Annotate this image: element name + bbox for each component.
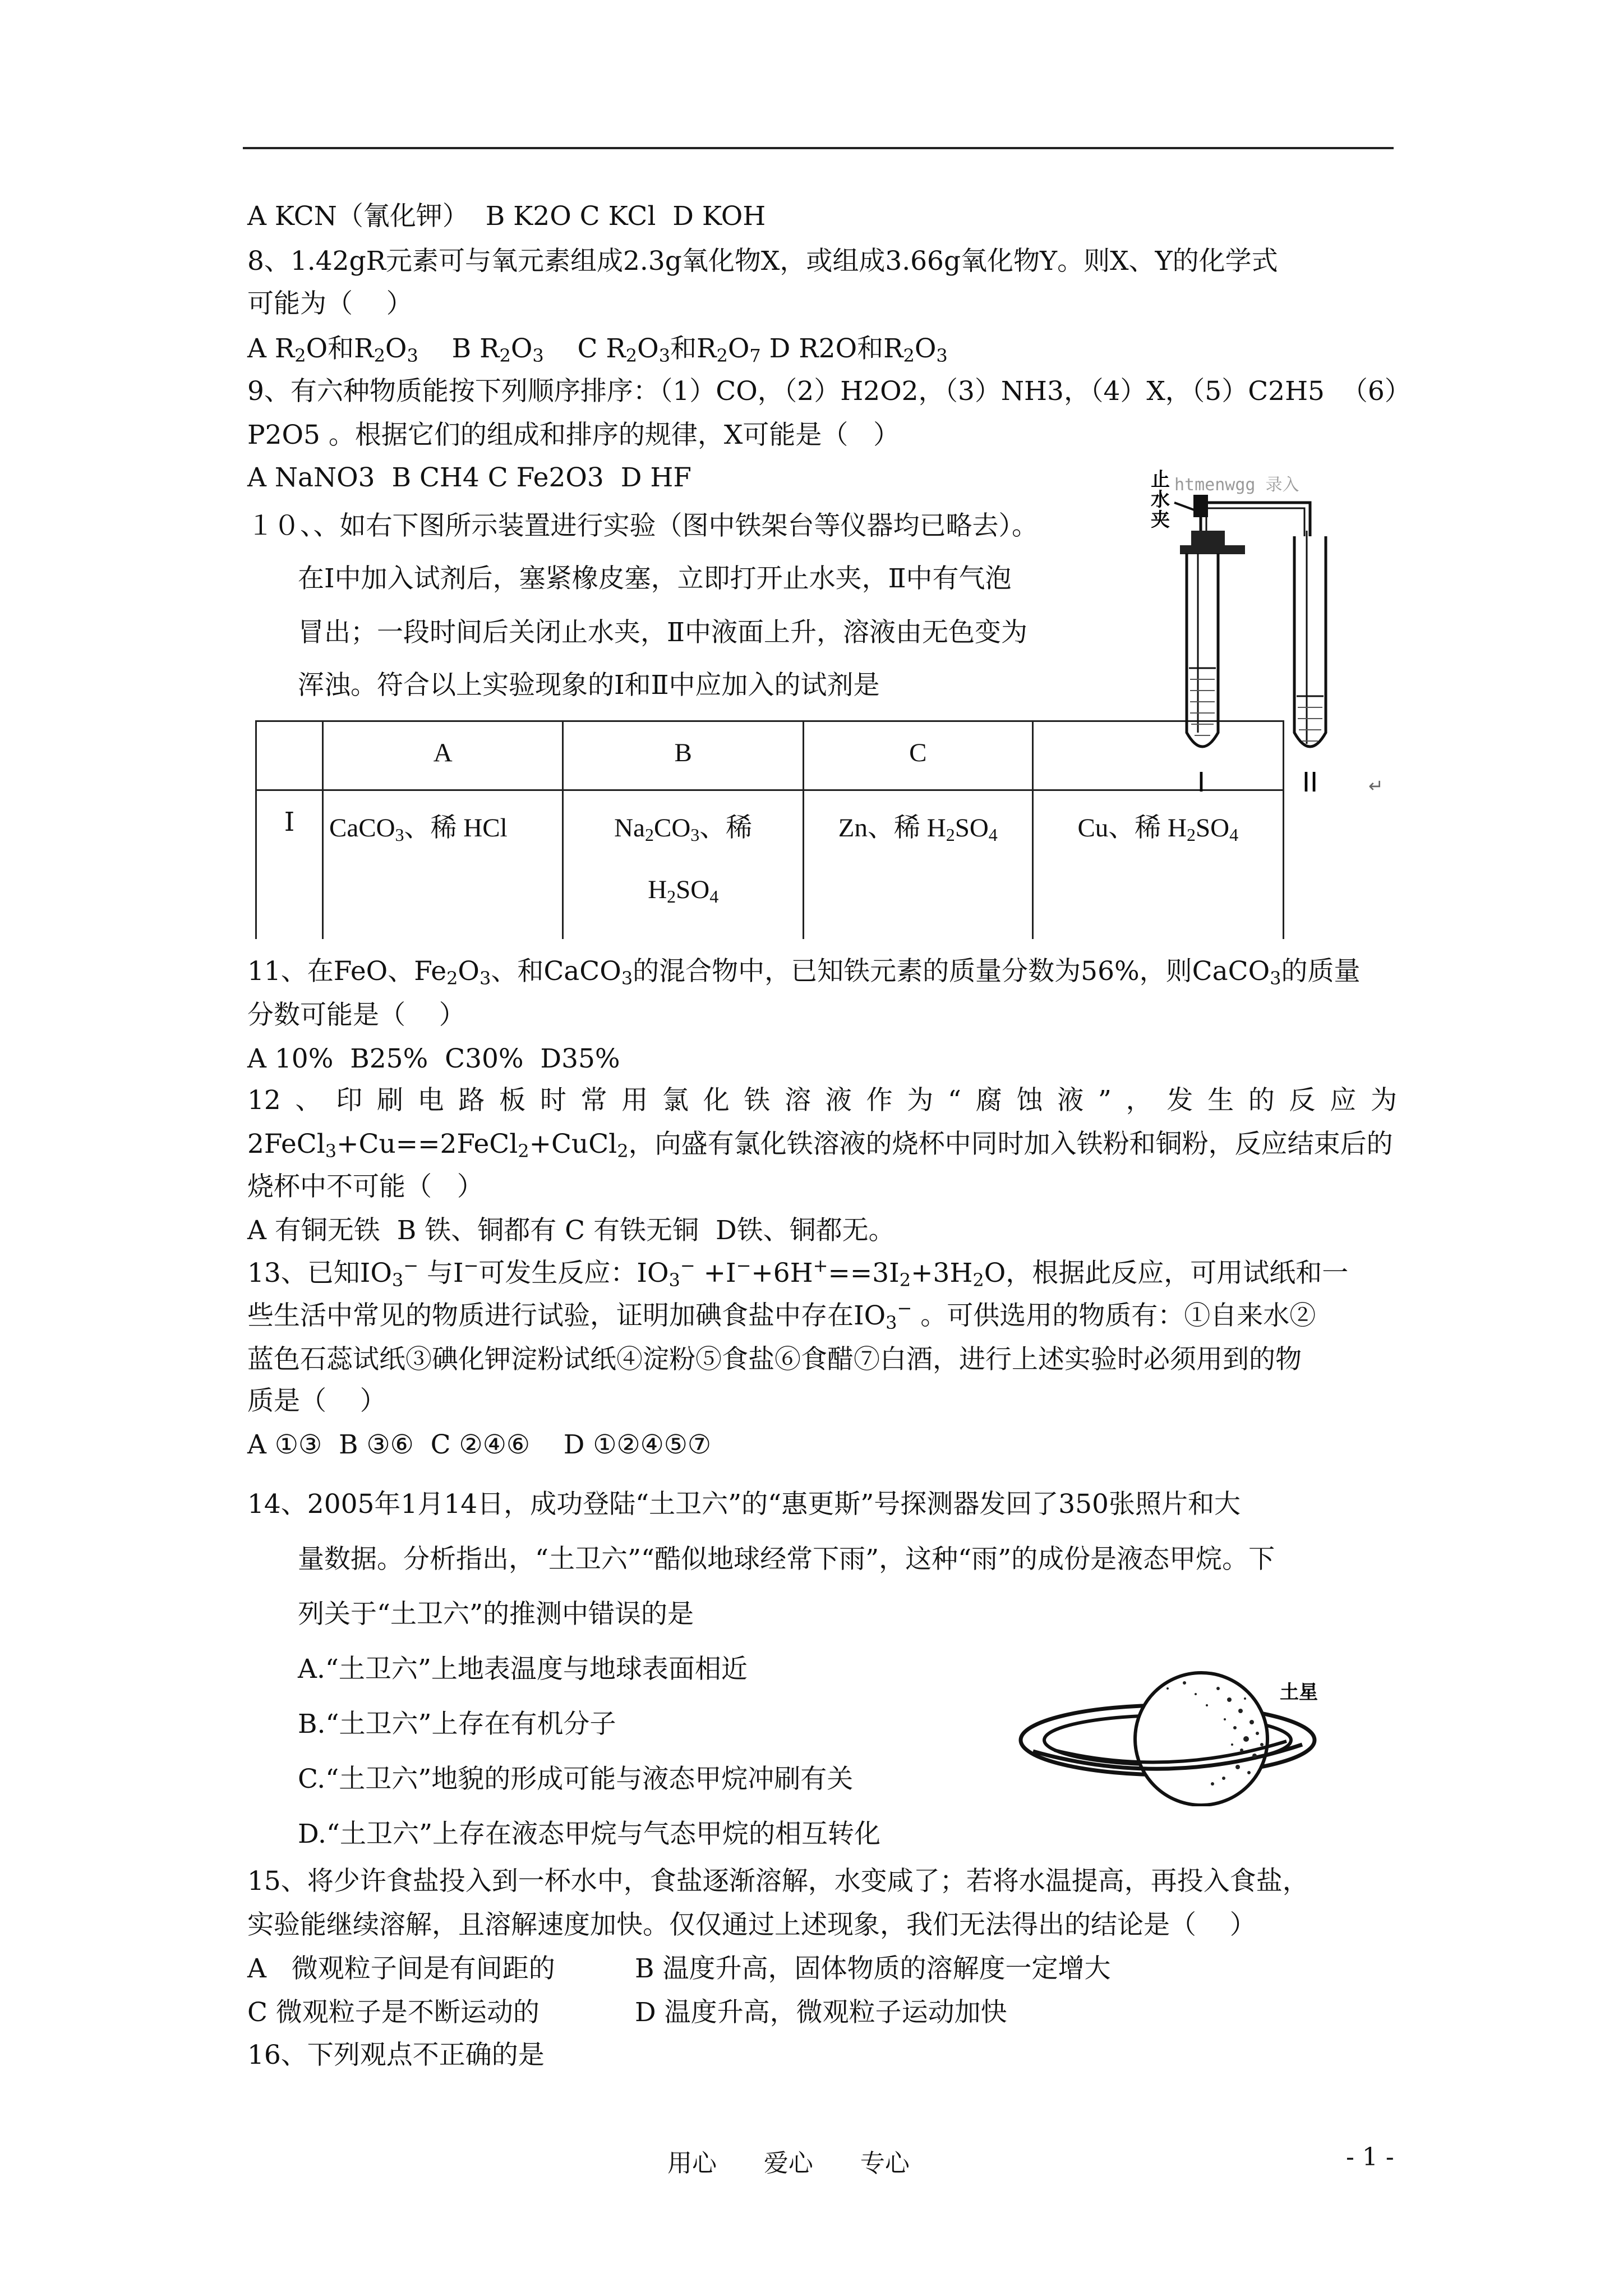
q15-line2: 实验能继续溶解，且溶解速度加快。仅仅通过上述现象，我们无法得出的结论是（ ） (247, 1910, 1256, 1940)
q16-stem: 16、下列观点不正确的是 (247, 2040, 545, 2070)
q15-line1: 15、将少许食盐投入到一杯水中，食盐逐渐溶解，水变咸了；若将水温提高，再投入食盐， (247, 1866, 1309, 1897)
tube-one-label: Ⅰ (1197, 768, 1206, 798)
q15-option-a: A 微观粒子间是有间距的 (247, 1953, 555, 1984)
tube-one (1187, 553, 1218, 747)
watermark-text: htmenwgg 录入 (1174, 475, 1299, 495)
q10-line2: 在Ⅰ中加入试剂后，塞紧橡皮塞，立即打开止水夹，Ⅱ中有气泡 (298, 563, 1012, 594)
table-header-blank (256, 721, 323, 790)
q8-option-a: A R (247, 333, 295, 364)
table-header-c: C (804, 721, 1032, 790)
q9-line2: P2O5 。根据它们的组成和排序的规律，X可能是（ ） (247, 420, 900, 450)
q8-stem-line2: 可能为（ ） (247, 288, 413, 319)
footer-motto: 用心 爱心 专心 (667, 2149, 910, 2178)
q7-options: A KCN（氰化钾） B K2O C KCl D KOH (247, 201, 766, 232)
q14-option-a: A.“土卫六”上地表温度与地球表面相近 (298, 1654, 748, 1685)
q8-option-c: C R (577, 333, 626, 364)
q11-line2: 分数可能是（ ） (247, 1000, 465, 1030)
q15-option-b: B 温度升高，固体物质的溶解度一定增大 (635, 1953, 1111, 1984)
clamp-label-2: 水 (1151, 489, 1170, 511)
q8-option-b: B R (451, 333, 500, 364)
clamp-label-1: 止 (1151, 469, 1170, 491)
table-row-label: Ⅰ (256, 790, 323, 940)
page-number: - 1 - (1346, 2143, 1394, 2171)
table-header-b: B (563, 721, 804, 790)
tube-two (1294, 536, 1326, 747)
q10-line4: 浑浊。符合以上实验现象的Ⅰ和Ⅱ中应加入的试剂是 (298, 670, 880, 701)
q12-line1: 12、印刷电路板时常用氯化铁溶液作为“腐蚀液”，发生的反应为 (247, 1085, 1397, 1116)
table-header-a: A (323, 721, 563, 790)
q13-options: A ①③ B ③⑥ C ②④⑥ D ①②④⑤⑦ (247, 1429, 712, 1460)
q12-options: A 有铜无铁 B 铁、铜都有 C 有铁无铜 D铁、铜都无。 (247, 1215, 895, 1246)
gas-apparatus-figure (1142, 469, 1389, 806)
q14-option-b: B.“土卫六”上存在有机分子 (298, 1709, 616, 1740)
q13-line3: 蓝色石蕊试纸③碘化钾淀粉试纸④淀粉⑤食盐⑥食醋⑦白酒，进行上述实验时必须用到的物 (247, 1344, 1302, 1375)
q13-line2: 些生活中常见的物质进行试验，证明加碘食盐中存在$IO_3^-$ 。可供选用的物质有：①自来水② (247, 1297, 1316, 1333)
q13-line4: 质是（ ） (247, 1386, 386, 1416)
q11-options: A 10% B25% C30% D35% (247, 1043, 620, 1074)
q10-line3: 冒出；一段时间后关闭止水夹，Ⅱ中液面上升，溶液由无色变为 (298, 617, 1027, 648)
header-rule (243, 147, 1394, 149)
tube-two-label: ⅠⅠ (1302, 768, 1318, 798)
table-cell-a: CaCO$_3$、稀 HCl (323, 790, 563, 940)
q11-line1: 11、在FeO、$Fe_2O_3$、和CaCO$_3$的混合物中，已知铁元素的质量分数为56%，则CaCO$_3$的质量 (247, 956, 1361, 989)
q10-reagent-table (255, 720, 1284, 937)
q14-option-c: C.“土卫六”地貌的形成可能与液态甲烷冲刷有关 (298, 1764, 854, 1795)
q9-options: A NaNO3 B CH4 C Fe2O3 D HF (247, 462, 691, 493)
q14-line3: 列关于“土卫六”的推测中错误的是 (298, 1599, 694, 1630)
q14-line1: 14、2005年1月14日，成功登陆“土卫六”的“惠更斯”号探测器发回了350张照片和大 (247, 1489, 1241, 1520)
q13-line1: 13、已知$IO_3^-$ 与I−可发生反应：$IO_3^- +I^-+6H^+==3I_2+3H_2O$，根据此反应，可用试纸和一 (247, 1255, 1349, 1291)
svg-text:↵: ↵ (1368, 775, 1384, 797)
q12-line3: 烧杯中不可能（ ） (247, 1171, 483, 1202)
clamp-label-3: 夹 (1151, 509, 1170, 531)
table-cell-b: $Na_2CO_3$、稀 $H_2SO_4$ (563, 790, 804, 940)
q15-option-c: C 微观粒子是不断运动的 (247, 1997, 540, 2028)
q10-line1: １０、、如右下图所示装置进行实验（图中铁架台等仪器均已略去）。 (247, 510, 1038, 541)
saturn-label: 土星 (1280, 1681, 1318, 1704)
q14-option-d: D.“土卫六”上存在液态甲烷与气态甲烷的相互转化 (298, 1819, 881, 1849)
q8-options: A $R_2O$和$R_2O_3$ B $R_2O_3$ C $R_2O_3$和$R_2O_7$ D R2O和$R_2O_3$ (247, 333, 948, 366)
q9-line1: 9、有六种物质能按下列顺序排序：（1）CO，（2）H2O2，（3）NH3，（4）X，（5）C2H5 （6） (247, 376, 1411, 407)
q8-option-d: D R2O和R (769, 333, 903, 364)
saturn-figure (1016, 1666, 1339, 1806)
table-cell-c: Zn、稀 $H_2SO_4$ (804, 790, 1032, 940)
q14-line2: 量数据。分析指出，“土卫六”“酷似地球经常下雨”，这种“雨”的成份是液态甲烷。下 (298, 1544, 1275, 1575)
q15-option-d: D 温度升高，微观粒子运动加快 (635, 1997, 1007, 2028)
q12-line2: 2FeCl$_3$+Cu==2FeCl$_2$+CuCl$_2$，向盛有氯化铁溶液的烧杯中同时加入铁粉和铜粉，反应结束后的 (247, 1129, 1393, 1162)
q8-stem-line1: 8、1.42gR元素可与氧元素组成2.3g氧化物X，或组成3.66g氧化物Y。则X、Y的化学式 (247, 246, 1278, 277)
rubber-stopper (1191, 531, 1225, 546)
table-cell-d: Cu、稀 $H_2SO_4$ (1032, 790, 1283, 940)
